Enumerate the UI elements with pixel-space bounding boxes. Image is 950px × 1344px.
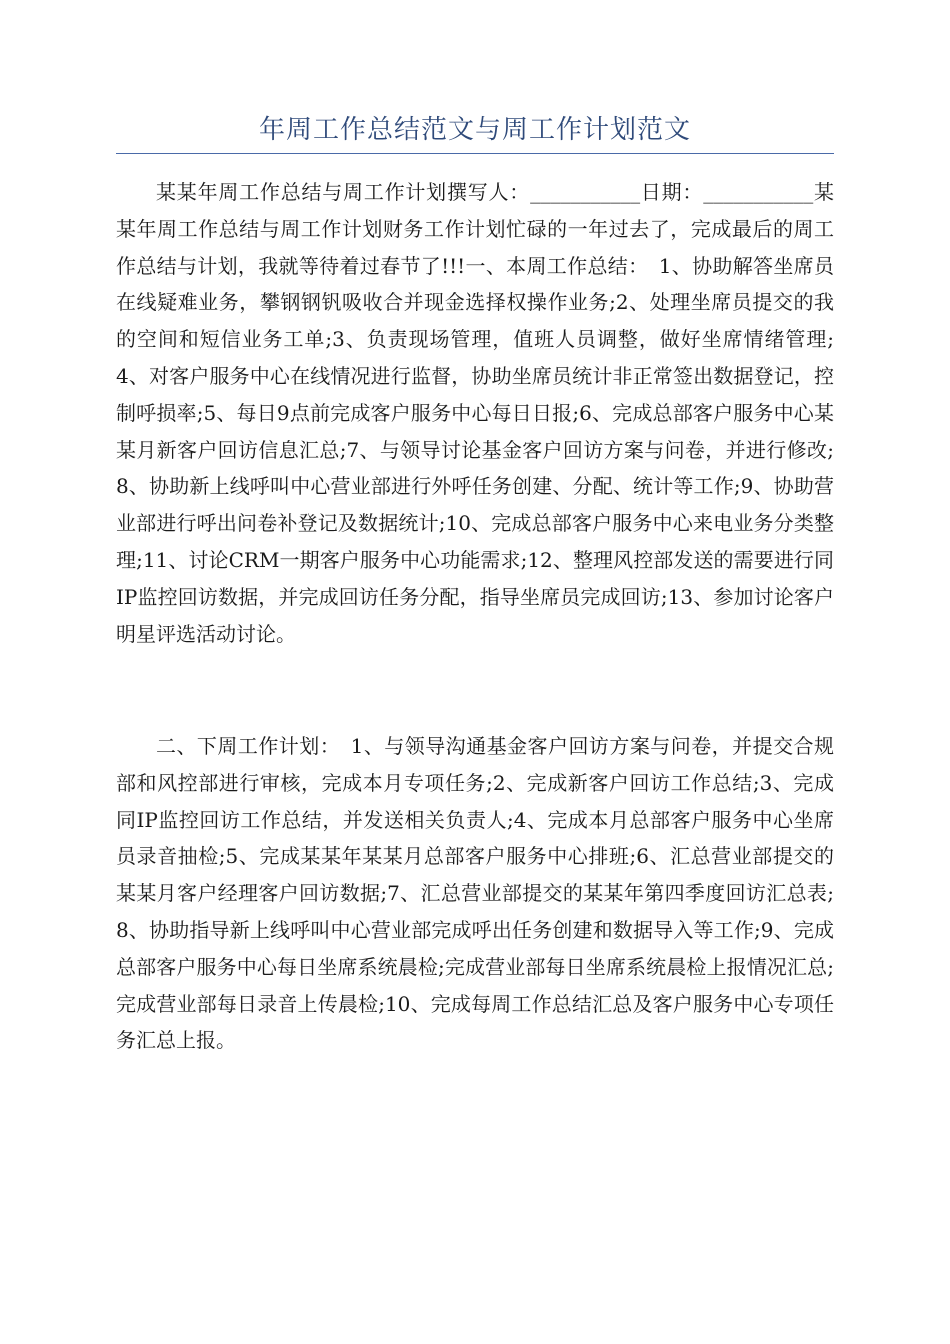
title-underline bbox=[116, 153, 834, 154]
paragraph-weekly-summary: 某某年周工作总结与周工作计划撰写人：___________日期：___________某某年周工作总结与周工作计划财务工作计划忙碌的一年过去了，完成最后的周工作总结与计划，我就等待着过春节了!!!一、本周工作总结： 1、协助解答坐席员在线疑难业务，攀钢钢钒吸收合并现金选择权操作业务;2、处理坐席员提交的我的空间和短信业务工单;3、负责现场管理，值班人员调整，做好坐席情绪管理;4、对客户服务中心在线情况进行监督，协助坐席员统计非正常签出数据登记，控制呼损率;5、每日9点前完成客户服务中心每日日报;6、完成总部客户服务中心某某月新客户回访信息汇总;7、与领导讨论基金客户回访方案与问卷，并进行修改;8、协助新上线呼叫中心营业部进行外呼任务创建、分配、统计等工作;9、协助营业部进行呼出问卷补登记及数据统计;10、完成总部客户服务中心来电业务分类整理;11、讨论CRM一期客户服务中心功能需求;12、整理风控部发送的需要进行同IP监控回访数据，并完成回访任务分配，指导坐席员完成回访;13、参加讨论客户明星评选活动讨论。 bbox=[116, 180, 834, 646]
document-title: 年周工作总结范文与周工作计划范文 bbox=[258, 115, 691, 145]
paragraph-next-week-plan: 二、下周工作计划： 1、与领导沟通基金客户回访方案与问卷，并提交合规部和风控部进行审核，完成本月专项任务;2、完成新客户回访工作总结;3、完成同IP监控回访工作总结，并发送相关负责人;4、完成本月总部客户服务中心坐席员录音抽检;5、完成某某年某某月总部客户服务中心排班;6、汇总营业部提交的某某月客户经理客户回访数据;7、汇总营业部提交的某某年第四季度回访汇总表;8、协助指导新上线呼叫中心营业部完成呼出任务创建和数据导入等工作;9、完成总部客户服务中心每日坐席系统晨检;完成营业部每日坐席系统晨检上报情况汇总;完成营业部每日录音上传晨检;10、完成每周工作总结汇总及客户服务中心专项任务汇总上报。 bbox=[116, 734, 834, 1053]
